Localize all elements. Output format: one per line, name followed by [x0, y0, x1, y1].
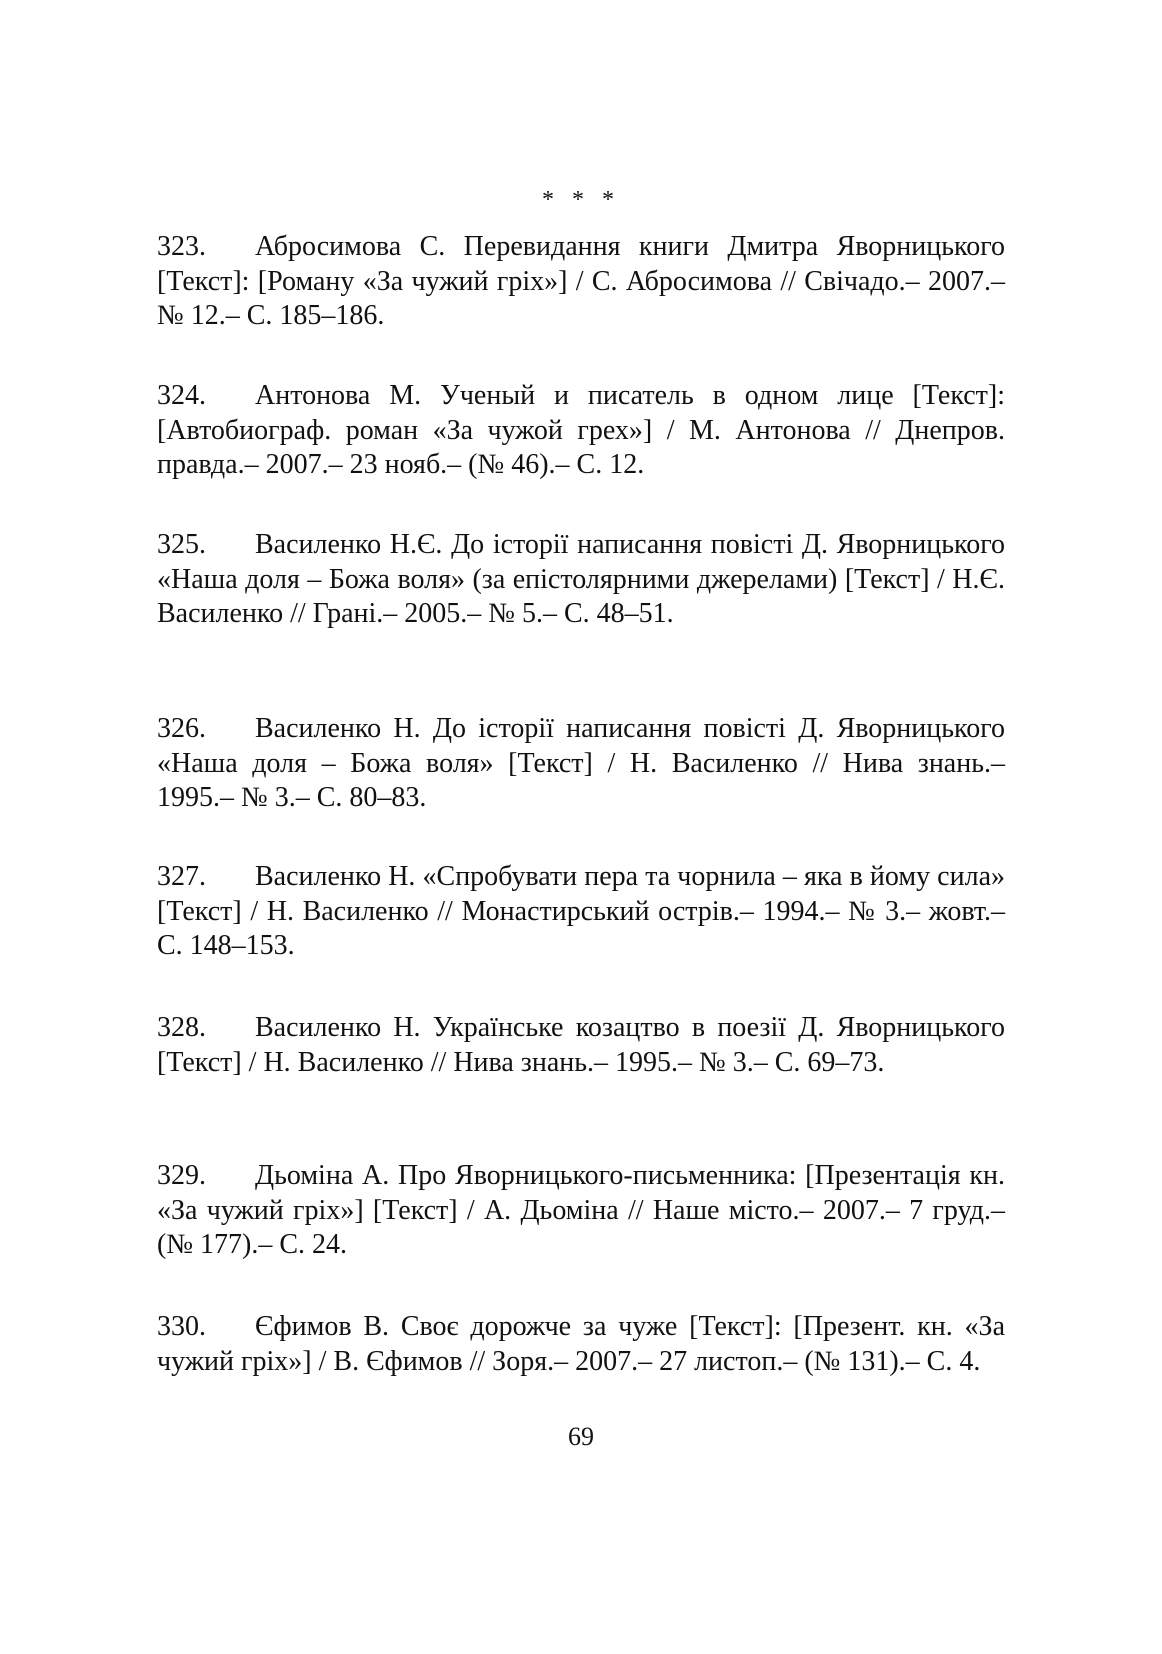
bibliography-entry: [157, 1159, 1005, 1263]
entry-number: 323.: [157, 231, 206, 262]
page-number: 69: [568, 1422, 594, 1451]
entry-number: 328.: [157, 1012, 206, 1043]
entry-number: 326.: [157, 713, 206, 744]
entry-text: Дьоміна А. Про Яворницького-письменника: [Презентація кн. «За чужий гріх»] [Текст] / А. Дьоміна // Наше місто.– 2007.– 7 груд.– (№ 177).– С. 24.: [157, 1160, 1005, 1260]
entry-number: 329.: [157, 1160, 206, 1191]
entry-text: Василенко Н. Українське козацтво в поезії Д. Яворницького [Текст] / Н. Василенко // Нива знань.– 1995.– № 3.– С. 69–73.: [157, 1012, 1005, 1078]
entry-number: 325.: [157, 529, 206, 560]
bibliography-entry: [157, 230, 1005, 334]
bibliography-entry: [157, 860, 1005, 964]
entry-text: Антонова М. Ученый и писатель в одном лице [Текст]: [Автобиограф. роман «За чужой грех»] / М. Антонова // Днепров. правда.– 2007.– 23 нояб.– (№ 46).– С. 12.: [157, 380, 1005, 480]
entry-text: Василенко Н.Є. До історії написання повісті Д. Яворницького «Наша доля – Божа воля» (за епістолярними джерелами) [Текст] / Н.Є. Василенко // Грані.– 2005.– № 5.– С. 48–51.: [157, 529, 1005, 629]
entry-text: Єфимов В. Своє дорожче за чуже [Текст]: [Презент. кн. «За чужий гріх»] / В. Єфимов // Зоря.– 2007.– 27 листоп.– (№ 131).– С. 4.: [157, 1311, 1005, 1377]
section-separator: * * *: [542, 187, 620, 213]
bibliography-entry: [157, 1310, 1005, 1379]
bibliography-entry: [157, 1011, 1005, 1080]
entry-number: 330.: [157, 1311, 206, 1342]
entry-number: 324.: [157, 380, 206, 411]
entry-number: 327.: [157, 861, 206, 892]
entry-text: Василенко Н. «Спробувати пера та чорнила – яка в йому сила» [Текст] / Н. Василенко // Монастирський острів.– 1994.– № 3.– жовт.– С. 148–153.: [157, 861, 1005, 961]
entry-text: Василенко Н. До історії написання повісті Д. Яворницького «Наша доля – Божа воля» [Текст] / Н. Василенко // Нива знань.– 1995.– № 3.– С. 80–83.: [157, 713, 1005, 813]
bibliography-entry: [157, 528, 1005, 632]
bibliography-entry: [157, 379, 1005, 483]
entry-text: Абросимова С. Перевидання книги Дмитра Яворницького [Текст]: [Роману «За чужий гріх»] / С. Абросимова // Свічадо.– 2007.– № 12.– С. 185–186.: [157, 231, 1005, 331]
bibliography-entry: [157, 712, 1005, 816]
